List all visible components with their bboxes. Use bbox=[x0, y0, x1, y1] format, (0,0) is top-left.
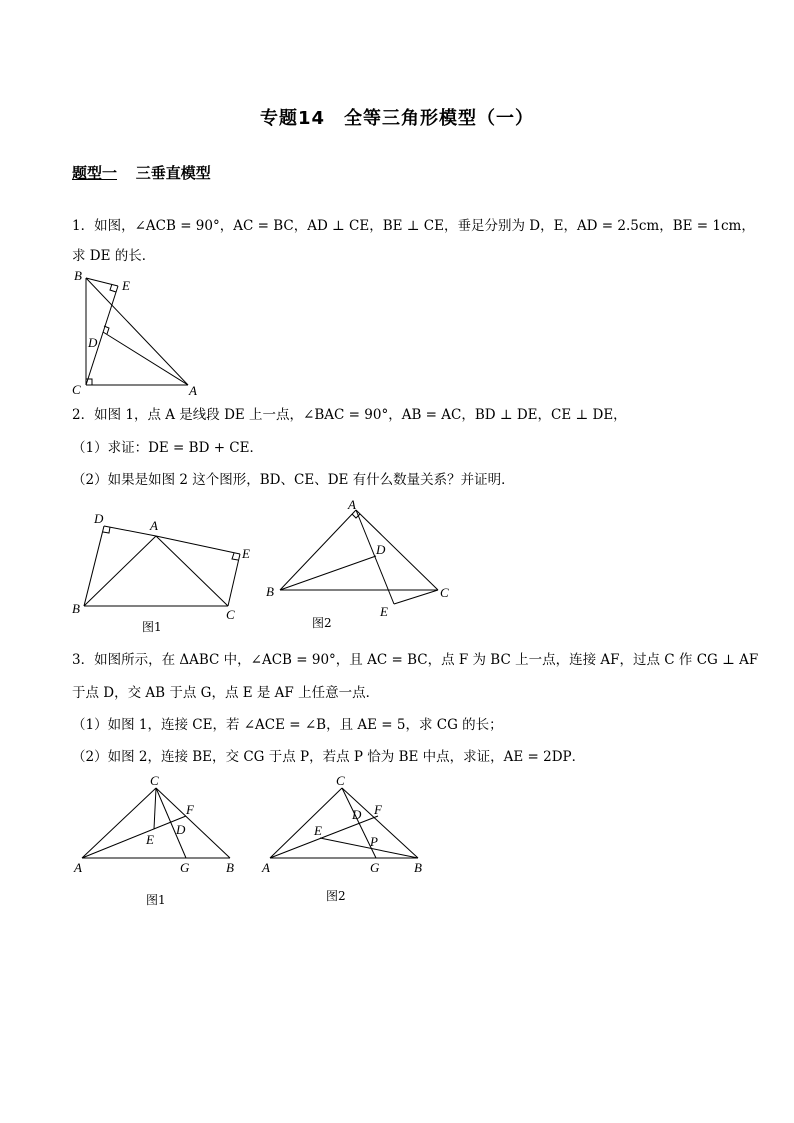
label-f: F bbox=[186, 802, 194, 817]
segment-ce bbox=[154, 788, 156, 829]
q1-line1: 1．如图，∠ACB = 90°，AC = BC，AD ⊥ CE，BE ⊥ CE，垂足分别为 D，E，AD = 2.5cm，BE = 1cm， bbox=[72, 218, 755, 234]
label-b: B bbox=[226, 860, 234, 875]
label-b: B bbox=[74, 268, 82, 283]
label-d: D bbox=[88, 335, 98, 350]
label-e: E bbox=[146, 832, 154, 847]
label-g: G bbox=[180, 860, 190, 875]
q2-figure2 bbox=[262, 496, 462, 636]
caption-fig1: 图1 bbox=[146, 893, 166, 907]
label-d: D bbox=[376, 542, 386, 557]
segment-ae bbox=[156, 536, 240, 554]
label-g: G bbox=[370, 860, 380, 875]
label-e: E bbox=[122, 278, 130, 293]
q3-line1: 3．如图所示，在 ΔABC 中，∠ACB = 90°，且 AC = BC，点 F 为 BC 上一点，连接 AF，过点 C 作 CG ⊥ AF bbox=[72, 652, 759, 668]
label-c: C bbox=[150, 773, 159, 788]
label-e: E bbox=[314, 823, 322, 838]
q2-figure1 bbox=[68, 510, 268, 640]
segment-eb bbox=[320, 838, 418, 858]
label-b: B bbox=[72, 601, 80, 616]
right-angle-e bbox=[232, 553, 238, 560]
label-e: E bbox=[242, 546, 250, 561]
label-b: B bbox=[414, 860, 422, 875]
q1-figure bbox=[70, 268, 210, 398]
label-a: A bbox=[150, 518, 158, 533]
segment-da bbox=[104, 526, 156, 536]
label-b: B bbox=[266, 584, 274, 599]
q3-line4: （2）如图 2，连接 BE，交 CG 于点 P，若点 P 恰为 BE 中点，求证，AE = 2DP． bbox=[72, 749, 586, 765]
segment-ba bbox=[86, 278, 188, 385]
q3-figure1 bbox=[70, 772, 250, 912]
label-a: A bbox=[189, 383, 197, 398]
segment-ec bbox=[394, 590, 438, 604]
label-a: A bbox=[348, 497, 356, 512]
label-d: D bbox=[94, 511, 104, 526]
q2-line1: 2．如图 1，点 A 是线段 DE 上一点，∠BAC = 90°，AB = AC，BD ⊥ DE，CE ⊥ DE， bbox=[72, 407, 627, 423]
page-title: 专题14 全等三角形模型（一） bbox=[259, 108, 535, 129]
segment-bd bbox=[84, 526, 104, 606]
segment-cb bbox=[342, 788, 418, 858]
q3-figure2 bbox=[258, 772, 438, 912]
label-d: D bbox=[352, 807, 362, 822]
segment-ac bbox=[82, 788, 156, 858]
section-heading bbox=[72, 162, 211, 183]
q2-line3: （2）如果是如图 2 这个图形，BD、CE、DE 有什么数量关系？并证明． bbox=[72, 472, 515, 488]
segment-ce bbox=[228, 554, 240, 606]
caption-fig1: 图1 bbox=[142, 620, 162, 634]
label-a: A bbox=[74, 860, 82, 875]
segment-be bbox=[86, 278, 118, 286]
label-a: A bbox=[262, 860, 270, 875]
section-tag: 题型一 bbox=[72, 164, 118, 182]
segment-ab bbox=[280, 510, 356, 590]
label-c: C bbox=[440, 585, 449, 600]
segment-ba bbox=[84, 536, 156, 606]
segment-ac bbox=[156, 536, 228, 606]
segment-bd bbox=[280, 556, 376, 590]
label-c: C bbox=[336, 773, 345, 788]
label-c: C bbox=[72, 382, 81, 397]
label-c: C bbox=[226, 607, 235, 622]
caption-fig2: 图2 bbox=[312, 616, 332, 630]
segment-ac bbox=[356, 510, 438, 590]
section-title: 三垂直模型 bbox=[135, 164, 211, 182]
segment-af bbox=[270, 816, 378, 858]
q3-line3: （1）如图 1，连接 CE，若 ∠ACE = ∠B，且 AE = 5，求 CG 的长； bbox=[72, 717, 503, 733]
q3-line2: 于点 D，交 AB 于点 G，点 E 是 AF 上任意一点． bbox=[72, 685, 380, 701]
segment-ac bbox=[270, 788, 342, 858]
label-d: D bbox=[176, 822, 186, 837]
label-e: E bbox=[380, 604, 388, 619]
right-angle-d bbox=[103, 527, 110, 533]
label-f: F bbox=[374, 802, 382, 817]
q2-line2: （1）求证：DE = BD + CE． bbox=[72, 440, 263, 456]
caption-fig2: 图2 bbox=[326, 889, 346, 903]
label-p: P bbox=[370, 834, 378, 849]
segment-cb bbox=[156, 788, 230, 858]
q1-line2: 求 DE 的长． bbox=[72, 248, 156, 264]
